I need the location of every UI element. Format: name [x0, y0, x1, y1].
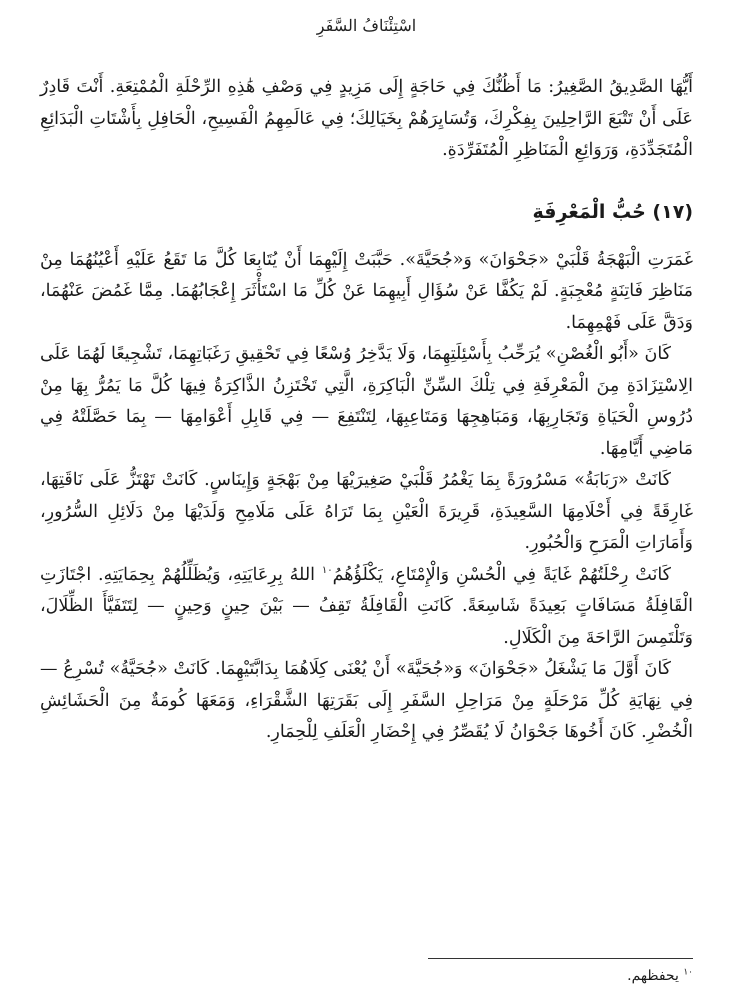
footnote-text: يحفظهم. — [627, 968, 679, 984]
footnote-divider — [428, 958, 693, 959]
page-content — [40, 72, 693, 749]
chapter-paragraph-1: غَمَرَتِ الْبَهْجَةُ قَلْبَيْ «جَحْوَانَ» وَ«جُحَيَّةَ». حَبَّبَتْ إِلَيْهِمَا أَنْ يُتَابِعَا كُلَّ مَا تَقَعُ عَلَيْهِ أَعْيُنُهُمَا مِنْ مَنَاظِرَ فَاتِنَةٍ مُعْجِبَةٍ. لَمْ يَكُفَّا عَنْ سُؤَالِ أَبِيهِمَا عَنْ كُلِّ مَا اسْتَأْثَرَ إِعْجَابُهُمَا. مِمَّا غَمُضَ عَنْهُمَا، وَدَقَّ عَلَى فَهْمِهِمَا. — [40, 249, 693, 333]
footnote-reference[interactable]: ١٠ — [321, 564, 333, 576]
footnote-marker: ١٠ — [683, 967, 693, 978]
chapter-paragraph-5: كَانَ أَوَّلَ مَا يَشْغَلُ «جَحْوَانَ» وَ«جُحَيَّةَ» أَنْ يُعْنَى كِلَاهُمَا بِدَابَّتَيْهِمَا. كَانَتْ «جُحَيَّةُ» تُسْرِعُ — فِي نِهَايَةِ كُلِّ مَرْحَلَةٍ مِنْ مَرَاحِلِ السَّفَرِ إِلَى بَقَرَتِهَا الشَّقْرَاءِ، وَمَعَهَا كُومَةٌ مِنَ الْحَشَائِشِ الْخُضْرِ. كَانَ أَخُوهَا جَحْوَانُ لَا يُقَصِّرُ فِي إِحْضَارِ الْعَلَفِ لِلْحِمَارِ. — [40, 659, 693, 742]
paragraph-4-head: كَانَتْ رِحْلَتُهُمْ غَايَةً فِي الْحُسْنِ وَالْإِمْتَاعِ، يَكْلَؤُهُمُ — [332, 564, 671, 585]
running-header: اسْتِئْنَافُ السَّفَرِ — [316, 16, 417, 35]
chapter-paragraph-2: كَانَ «أَبُو الْغُصْنِ» يُرَحِّبُ بِأَسْئِلَتِهِمَا، وَلَا يَدَّخِرُ وُسْعًا فِي تَحْقِيقِ رَغَبَاتِهِمَا، تَشْجِيعًا لَهُمَا عَلَى الِاسْتِزَادَةِ مِنَ الْمَعْرِفَةِ فِي تِلْكَ السِّنِّ الْبَاكِرَةِ، الَّتِي تَخْتَزِنُ الذَّاكِرَةُ فِيهَا كُلَّ مَا يَمُرُّ بِهَا مِنْ دُرُوسِ الْحَيَاةِ وَتَجَارِبِهَا، وَمَبَاهِجِهَا وَمَتَاعِبِهَا، لِتَنْتَفِعَ — فِي قَابِلِ أَعْوَامِهَا — بِمَا حَصَّلَتْهُ فِي مَاضِي أَيَّامِهَا. — [40, 344, 693, 459]
paragraph-4-tail: اللهُ بِرِعَايَتِهِ، وَيُظَلِّلُهُمْ بِحِمَايَتِهِ. اجْتَازَتِ الْقَافِلَةُ مَسَافَاتٍ بَعِيدَةً شَاسِعَةً. كَانَتِ الْقَافِلَةُ تَقِفُ — بَيْنَ حِينٍ وَحِينٍ — لِتَتَفَيَّأَ الظِّلَالَ، وَتَلْتَمِسَ الرَّاحَةَ مِنَ الْكَلَالِ. — [40, 564, 693, 648]
footnote — [40, 966, 693, 986]
chapter-heading: (١٧) حُبُّ الْمَعْرِفَةِ — [532, 200, 693, 223]
chapter-paragraph-4 — [40, 560, 693, 655]
intro-paragraph: أَيُّهَا الصَّدِيقُ الصَّغِيرُ: مَا أَظُنُّكَ فِي حَاجَةٍ إِلَى مَزِيدٍ فِي وَصْفِ هَٰذِهِ الرِّحْلَةِ الْمُمْتِعَةِ. أَنْتَ قَادِرٌ عَلَى أَنْ تَتْبَعَ الرَّاحِلِينَ بِفِكْرِكَ، وَتُسَايِرَهُمْ بِخَيَالِكَ؛ فِي عَالَمِهِمُ الْفَسِيحِ، الْحَافِلِ بِأَشْتَاتِ الْبَدَائِعِ الْمُتَجَدِّدَةِ، وَرَوَائِعِ الْمَنَاظِرِ الْمُتَفَرِّدَةِ. — [40, 77, 693, 160]
chapter-paragraph-3: كَانَتْ «رَبَابَةُ» مَسْرُورَةً بِمَا يَغْمُرُ قَلْبَيْ صَغِيرَيْهَا مِنْ بَهْجَةٍ وَإِينَاسٍ. كَانَتْ تَهْتَزُّ عَلَى نَاقَتِهَا، غَارِقَةً فِي أَحْلَامِهَا السَّعِيدَةِ، قَرِيرَةَ الْعَيْنِ بِمَا تَرَاهُ عَلَى مَلَامِحِ وَلَدَيْهَا مِنْ دَلَائِلِ السُّرُورِ، وَأَمَارَاتِ الْمَرَحِ وَالْحُبُورِ. — [40, 470, 693, 553]
